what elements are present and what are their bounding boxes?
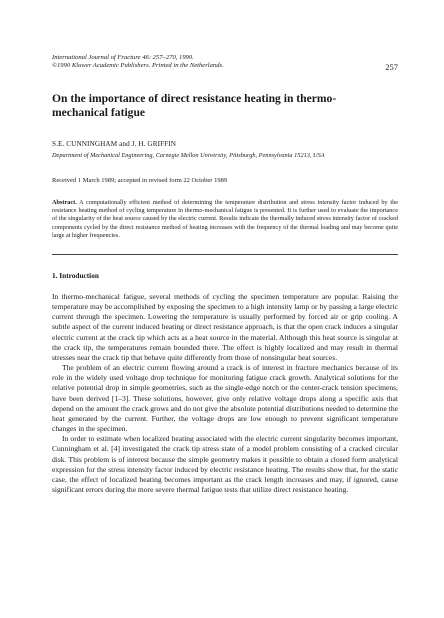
section-heading: 1. Introduction [52, 271, 99, 280]
author-affiliation: Department of Mechanical Engineering, Carnegie Mellon University, Pittsburgh, Pennsylvania 15213, USA [52, 152, 325, 159]
section-body [52, 292, 398, 495]
received-dates: Received 1 March 1989; accepted in revised form 22 October 1989 [52, 177, 228, 184]
author-list: S.E. CUNNINGHAM and J. H. GRIFFIN [52, 140, 177, 148]
body-paragraph: In thermo-mechanical fatigue, several methods of cycling the specimen temperature are popular. Raising the temperature may be accomplished by exposing the specimen to a high intensity lamp or by passing a large electric current through the specimen. Lowering the temperature is usually performed by forced air or grip cooling. A subtle aspect of the current induced heating or direct resistance approach, is that the open crack induces a singular electric current at the crack tip which acts as a heat source in the material. Although this heat source is singular at the crack tip, the temperatures remain bounded there. The effect is highly localized and may result in thermal stresses near the crack tip that behave quite differently from those of nonsingular heat sources. [52, 292, 398, 362]
journal-line: International Journal of Fracture 46: 257–270, 1990. [52, 54, 194, 61]
abstract-label: Abstract. [52, 199, 77, 206]
copyright-line: ©1990 Kluwer Academic Publishers. Printed in the Netherlands. [52, 62, 224, 70]
page-number: 257 [385, 62, 398, 72]
article-title: On the importance of direct resistance heating in thermo-mechanical fatigue [52, 92, 337, 119]
body-paragraph: In order to estimate when localized heating associated with the electric current singularity becomes important, Cunningham et al. [4] investigated the crack tip stress state of a model problem consisting of a cracked circular disk. This problem is of interest because the simple geometry makes it possible to obtain a closed form analytical expression for the stress intensity factor induced by electric resistance heating. The results show that, for the static case, the effect of localized heating becomes important as the crack length increases and may, if ignored, cause significant errors during the more severe thermal fatigue tests that utilize direct resistance heating. [52, 434, 398, 494]
section-divider [52, 254, 398, 255]
body-paragraph: The problem of an electric current flowing around a crack is of interest in fracture mechanics because of its role in the widely used voltage drop technique for monitoring fatigue crack growth. Analytical solutions for the relative potential drop in simple geometries, such as the single-edge notch or the center-crack tension specimens, have been derived [1–3]. These solutions, however, give only relative voltage drops along a specific axis that depend on the amount the crack grows and do not give the absolute potential distributions needed to determine the heat generated by the current. Further, the voltage drops are low enough to prevent significant temperature changes in the specimen. [52, 363, 398, 434]
abstract [52, 199, 398, 240]
journal-citation [52, 54, 224, 71]
abstract-text: A computationally efficient method of determining the temperature distribution and stress intensity factor induced by the resistance heating method of cycling temperature in thermo-mechanical fatigue is presented. It is further used to evaluate the importance of the singularity of the heat source caused by the electric current. Results indicate the thermally induced stress intensity factor of cracked components cycled by the direct resistance method of heating increases with the frequency of the thermal loading and may become quite large at higher frequencies. [52, 199, 398, 239]
